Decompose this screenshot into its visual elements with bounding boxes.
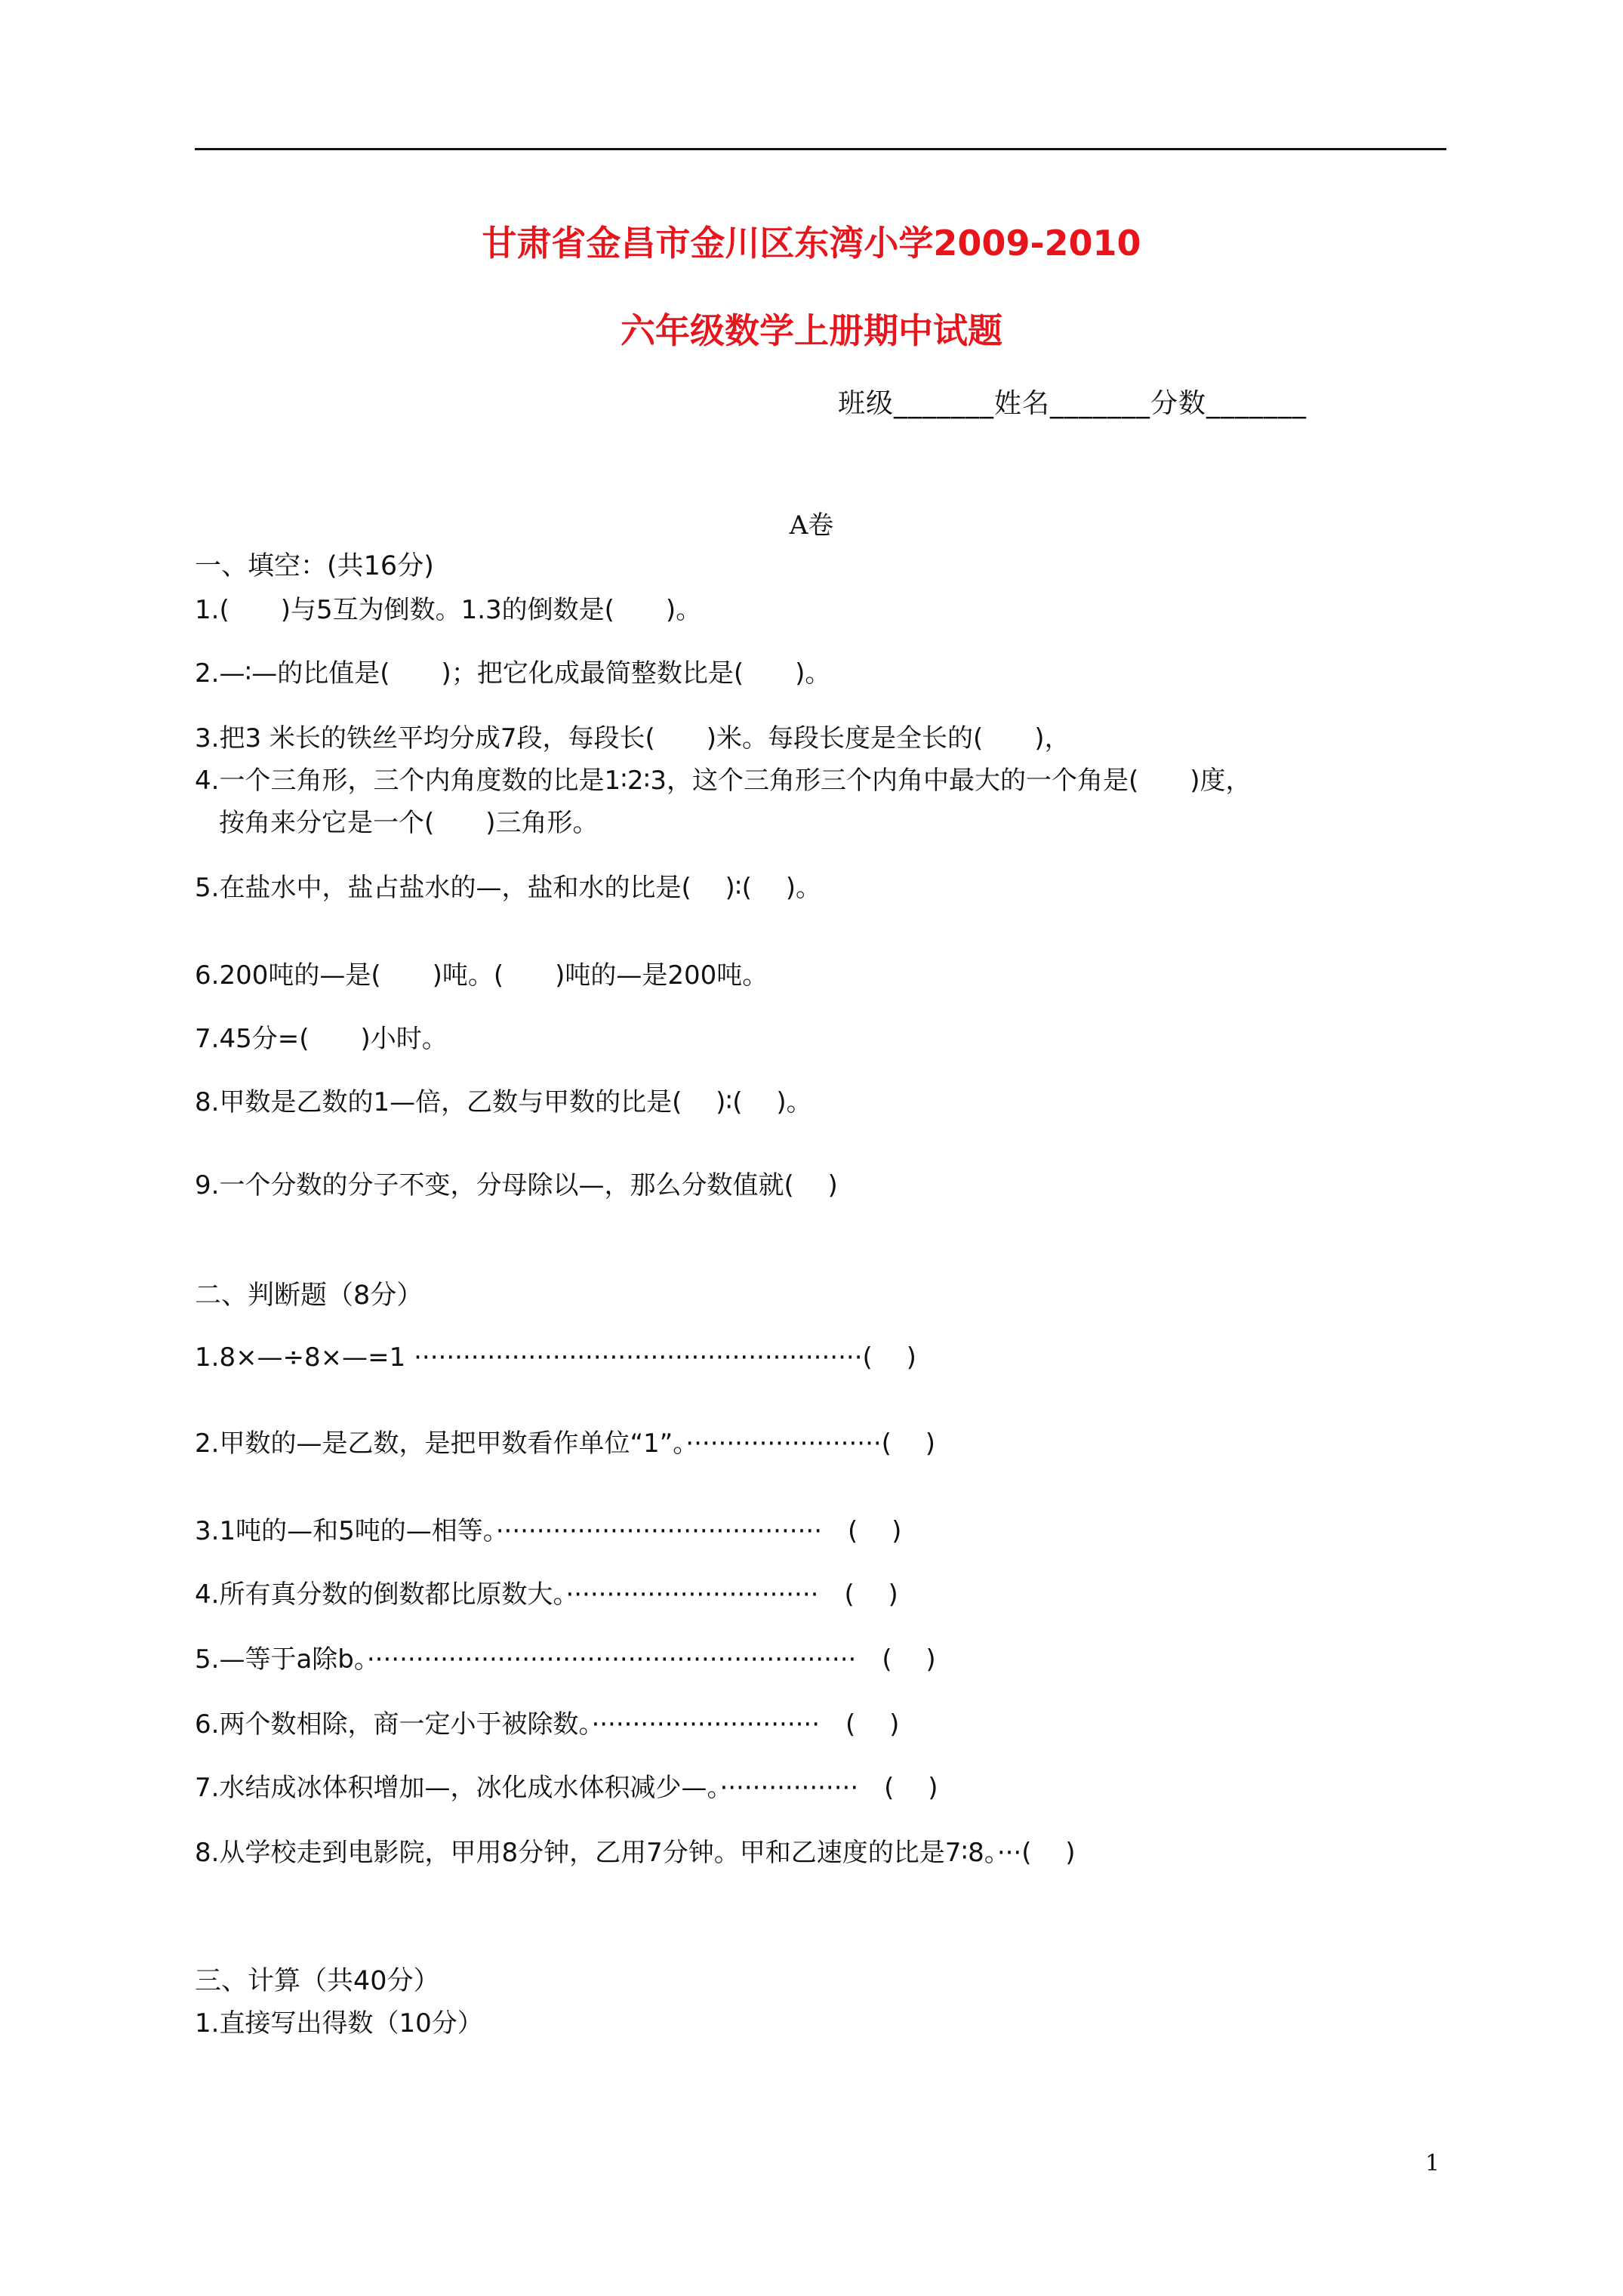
judge-item: 6.两个数相除，商一定小于被除数。···························· ( ) <box>195 1709 900 1740</box>
fill-item: 8.甲数是乙数的1—倍，乙数与甲数的比是( )∶( )。 <box>195 1087 812 1117</box>
exam-title-line1: 甘肃省金昌市金川区东湾小学2009-2010 <box>482 223 1141 264</box>
fill-item: 3.把3 米长的铁丝平均分成7段，每段长( )米。每段长度是全长的( )， <box>195 723 1070 754</box>
section1-heading: 一、填空：(共16分) <box>195 551 434 581</box>
fill-item: 1.( )与5互为倒数。1.3的倒数是( )。 <box>195 595 702 625</box>
exam-title-line2: 六年级数学上册期中试题 <box>621 310 1002 351</box>
section2-heading: 二、判断题（8分） <box>195 1281 423 1311</box>
page-number: 1 <box>1425 2150 1440 2177</box>
judge-item: 4.所有真分数的倒数都比原数大。······························· ( ) <box>195 1579 898 1610</box>
fill-item: 2.—∶—的比值是( )；把它化成最简整数比是( )。 <box>195 658 831 689</box>
student-info-line: 班级_______姓名_______分数_______ <box>838 388 1307 419</box>
fill-item: 6.200吨的—是( )吨。( )吨的—是200吨。 <box>195 960 768 991</box>
judge-item: 8.从学校走到电影院，甲用8分钟，乙用7分钟。甲和乙速度的比是7∶8。···( ) <box>195 1838 1076 1868</box>
fill-item: 4.一个三角形，三个内角度数的比是1∶2∶3，这个三角形三个内角中最大的一个角是( )度， <box>195 766 1252 796</box>
fill-item: 9.一个分数的分子不变，分母除以—，那么分数值就( ) <box>195 1170 838 1200</box>
judge-item: 5.—等于a除b。···························································· ( ) <box>195 1644 936 1675</box>
judge-item: 7.水结成冰体积增加—，冰化成水体积减少—。················· ( ) <box>195 1773 938 1803</box>
section3-heading: 三、计算（共40分） <box>195 1966 440 1996</box>
fill-item: 5.在盐水中，盐占盐水的—，盐和水的比是( )∶( )。 <box>195 873 821 903</box>
header-rule <box>195 148 1446 150</box>
judge-item: 3.1吨的—和5吨的—相等。········································ ( ) <box>195 1516 902 1546</box>
fill-item-continuation: 按角来分它是一个( )三角形。 <box>219 808 599 838</box>
part-label: A卷 <box>789 510 834 541</box>
judge-item: 1.8×—÷8×—=1 ·······················································( ) <box>195 1342 916 1373</box>
calc-item: 1.直接写出得数（10分） <box>195 2008 483 2039</box>
judge-item: 2.甲数的—是乙数，是把甲数看作单位“1”。························( ) <box>195 1428 936 1459</box>
fill-item: 7.45分=( )小时。 <box>195 1024 448 1054</box>
